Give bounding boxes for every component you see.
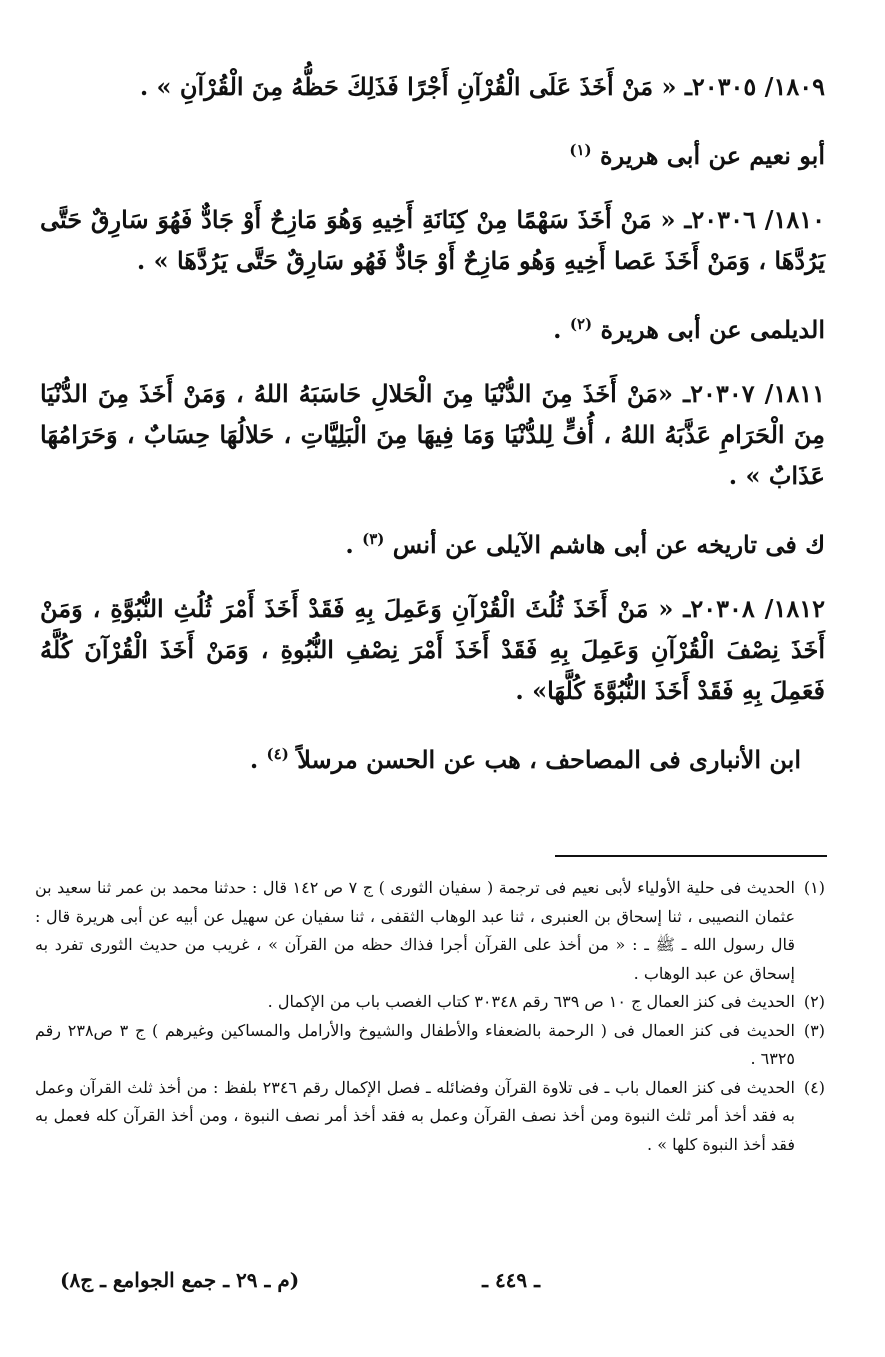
- hadith-entry: [40, 199, 825, 347]
- hadith-source: [40, 307, 825, 347]
- footnote-ref: (١): [569, 141, 592, 159]
- hadith-entry: [40, 588, 825, 777]
- source-end: .: [249, 745, 267, 774]
- footnote-ref: (٤): [266, 745, 289, 763]
- footnotes-section: [35, 874, 825, 1159]
- source-text: أبو نعيم عن أبى هريرة: [600, 141, 825, 170]
- hadith-number: ١٨٠٩/ ٢٠٣٠٥ـ: [684, 72, 825, 101]
- footnote-ref: (٢): [569, 315, 593, 333]
- hadith-number: ١٨١٢/ ٢٠٣٠٨ـ: [683, 594, 826, 623]
- hadith-body: « مَنْ أَخَذَ ثُلُثَ الْقُرْآنِ وَعَمِلَ بِهِ فَقَدْ أَخَذَ أَمْرَ ثُلُثِ النُّبُوَّةِ ، وَمَنْ أَخَذَ نِصْفَ الْقُرْآنِ وَعَمِلَ بِهِ فَقَدْ أَخَذَ أَمْرَ نِصْفِ النُّبُوةِ ، وَمَنْ أَخَذَ الْقُرْآنَ كُلَّهُ فَعَمِلَ بِهِ فَقَدْ أَخَذَ النُّبُوَّةَ كُلَّهَا» .: [40, 594, 825, 705]
- page-number: ـ ٤٤٩ ـ: [482, 1268, 540, 1292]
- source-end: .: [553, 315, 570, 344]
- footnote-ref: (٣): [362, 530, 385, 548]
- source-text: ك فى تاريخه عن أبى هاشم الآيلى عن أنس: [392, 530, 825, 559]
- footnote-text: الحديث فى كنز العمال فى ( الرحمة بالضعفاء والأطفال والشيوخ والأرامل والمساكين وغيرهم ) ج ٣ ص٢٣٨ رقم ٦٣٢٥ .: [35, 1020, 795, 1068]
- hadith-entries: [40, 66, 825, 803]
- hadith-source: [40, 737, 825, 777]
- hadith-text: [40, 199, 825, 281]
- hadith-body: « مَنْ أَخَذَ عَلَى الْقُرْآنِ أَجْرًا فَذَلِكَ حَظُّهُ مِنَ الْقُرْآنِ » .: [139, 72, 677, 101]
- hadith-number: ١٨١٠/ ٢٠٣٠٦ـ: [684, 205, 826, 234]
- source-end: .: [345, 530, 363, 559]
- footnote-divider: [555, 855, 827, 857]
- source-text: ابن الأنبارى فى المصاحف ، هب عن الحسن مرسلاً: [297, 745, 801, 774]
- footnote-number: (٣): [803, 1020, 825, 1040]
- hadith-text: [40, 373, 825, 496]
- footnote-text: الحديث فى كنز العمال باب ـ فى تلاوة القرآن وفضائله ـ فصل الإكمال رقم ٢٣٤٦ بلفظ : من أخذ ثلث القرآن وعمل به فقد أخذ أمر ثلث النبوة ومن أخذ نصف القرآن وعمل به فقد أخذ أمر نصف النبوة ، ومن أخذ القرآن كله فعمل به فقد أخذ النبوة كلها » .: [35, 1077, 796, 1154]
- hadith-entry: [40, 373, 825, 562]
- volume-signature: (م ـ ٢٩ ـ جمع الجوامع ـ ج٨): [60, 1268, 300, 1292]
- footnote: [35, 874, 825, 988]
- footnote: [35, 1017, 825, 1074]
- hadith-source: [40, 133, 825, 173]
- footnote-text: الحديث فى كنز العمال ج ١٠ ص ٦٣٩ رقم ٣٠٣٤٨ كتاب الغصب باب من الإكمال .: [267, 992, 795, 1011]
- hadith-text: [40, 66, 825, 107]
- hadith-entry: [40, 66, 825, 173]
- footnote: [35, 1074, 825, 1160]
- page-footer: [60, 1268, 840, 1308]
- hadith-text: [40, 588, 825, 711]
- footnote-number: (٢): [803, 992, 825, 1011]
- footnote: [35, 988, 825, 1017]
- footnote-text: الحديث فى حلية الأولياء لأبى نعيم فى ترجمة ( سفيان الثورى ) ج ٧ ص ١٤٢ قال : حدثنا محمد بن عمر ثنا سعيد بن عثمان النصيبى ، ثنا إسحاق بن العنبرى ، ثنا عبد الوهاب الثقفى ، ثنا سفيان عن سهيل عن أبيه عن أبى هريرة قال : قال رسول الله ـ ﷺ ـ : « من أخذ على القرآن أجرا فذاك حظه من القرآن » ، غريب من حديث الثورى تفرد به إسحاق عن عبد الوهاب .: [35, 878, 795, 983]
- footnote-number: (٤): [803, 1077, 825, 1097]
- hadith-source: [40, 522, 825, 562]
- footnote-number: (١): [803, 878, 825, 897]
- hadith-body: « مَنْ أَخَذَ سَهْمًا مِنْ كِنَانَةِ أَخِيهِ وَهُوَ مَازِحٌ أَوْ جَادٌّ فَهُوَ سَارِقٌ حَتَّى يَرُدَّهَا ، وَمَنْ أَخَذَ عَصا أَخِيهِ وَهُو مَازِحٌ أَوْ جَادٌّ فَهُو سَارِقٌ حَتَّى يَرُدَّهَا » .: [40, 205, 825, 275]
- hadith-body: «مَنْ أَخَذَ مِنَ الدُّنْيَا مِنَ الْحَلالِ حَاسَبَهُ اللهُ ، وَمَنْ أَخَذَ مِنَ الدُّنْيَا مِنَ الْحَرَامِ عَذَّبَهُ اللهُ ، أُفٍّ لِلدُّنْيَا وَمَا فِيهَا مِنَ الْبَلِيَّاتِ ، حَلالُهَا حِسَابٌ ، وَحَرَامُهَا عَذَابٌ » .: [40, 379, 825, 490]
- source-text: الديلمى عن أبى هريرة: [600, 315, 825, 344]
- hadith-number: ١٨١١/ ٢٠٣٠٧ـ: [683, 379, 825, 408]
